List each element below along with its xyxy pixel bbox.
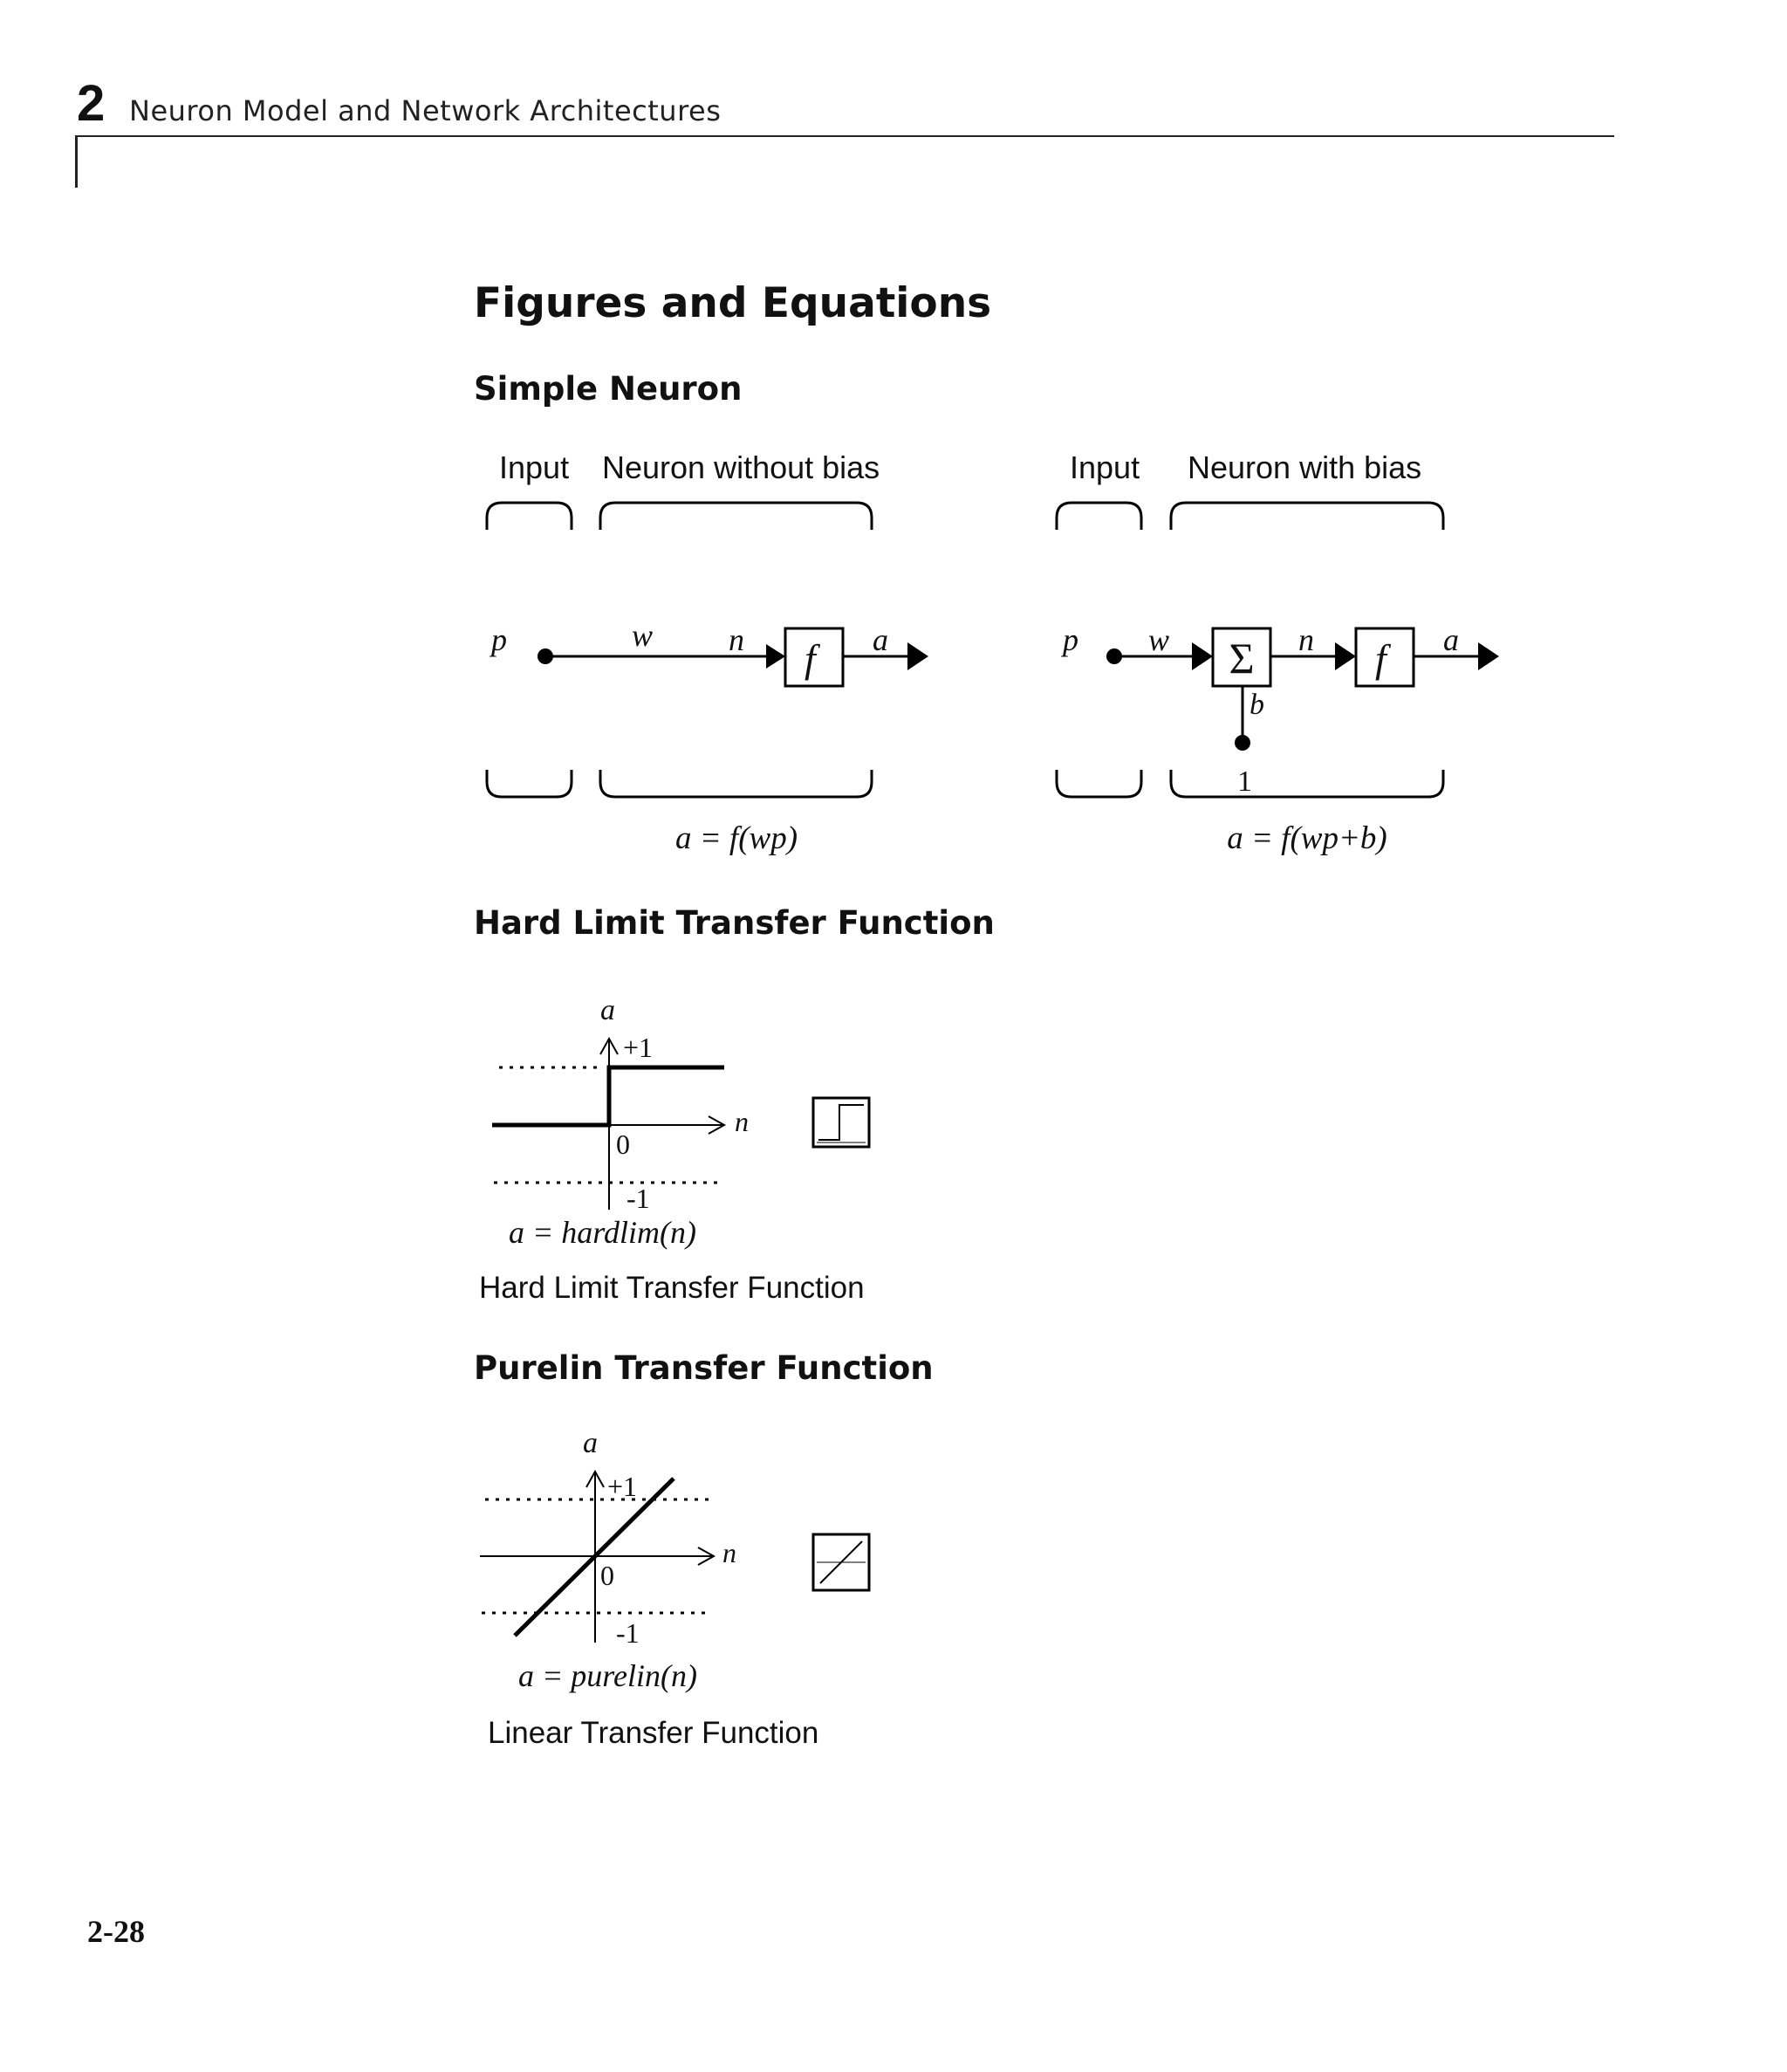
equation: a = f(wp) bbox=[674, 820, 798, 856]
purelin-caption: Linear Transfer Function bbox=[488, 1716, 819, 1750]
axis-n-label: n bbox=[722, 1537, 736, 1568]
p-label: p bbox=[1063, 622, 1078, 657]
hardlim-caption: Hard Limit Transfer Function bbox=[479, 1271, 865, 1305]
plus-one-label: +1 bbox=[623, 1032, 654, 1063]
chapter-number: 2 bbox=[77, 75, 106, 132]
purelin-equation: a = purelin(n) bbox=[518, 1658, 697, 1693]
equation: a = f(wp+b) bbox=[1227, 820, 1387, 856]
bias-one-label: 1 bbox=[1237, 765, 1252, 798]
minus-one-label: -1 bbox=[616, 1617, 640, 1649]
axis-a-label: a bbox=[583, 1427, 598, 1459]
neuron-label: Neuron without bias bbox=[602, 449, 880, 485]
neuron-label: Neuron with bias bbox=[1188, 449, 1422, 485]
a-label: a bbox=[873, 622, 888, 657]
f-label: f bbox=[1375, 636, 1386, 681]
p-label: p bbox=[491, 622, 507, 657]
input-label: Input bbox=[1070, 449, 1140, 485]
n-label: n bbox=[729, 622, 744, 657]
simple-neuron-title: Simple Neuron bbox=[474, 370, 743, 408]
b-label: b bbox=[1250, 689, 1264, 721]
input-label: Input bbox=[499, 449, 570, 485]
w-label: w bbox=[1148, 622, 1170, 657]
chapter-title: Neuron Model and Network Architectures bbox=[129, 94, 722, 127]
n-label: n bbox=[1298, 622, 1314, 657]
f-label: f bbox=[804, 636, 816, 681]
purelin-title: Purelin Transfer Function bbox=[474, 1349, 934, 1387]
a-label: a bbox=[1443, 622, 1459, 657]
minus-one-label: -1 bbox=[626, 1183, 650, 1214]
section-title: Figures and Equations bbox=[474, 279, 992, 327]
hardlim-title: Hard Limit Transfer Function bbox=[474, 904, 995, 942]
page-number: 2-28 bbox=[87, 1914, 145, 1949]
zero-label: 0 bbox=[616, 1129, 630, 1160]
linear-function-icon bbox=[813, 1534, 869, 1590]
plus-one-label: +1 bbox=[607, 1471, 638, 1502]
axis-n-label: n bbox=[735, 1106, 749, 1137]
hardlim-equation: a = hardlim(n) bbox=[509, 1215, 696, 1250]
w-label: w bbox=[632, 618, 654, 653]
zero-label: 0 bbox=[600, 1560, 614, 1591]
axis-a-label: a bbox=[600, 994, 615, 1026]
sigma-label: Σ bbox=[1229, 634, 1255, 683]
